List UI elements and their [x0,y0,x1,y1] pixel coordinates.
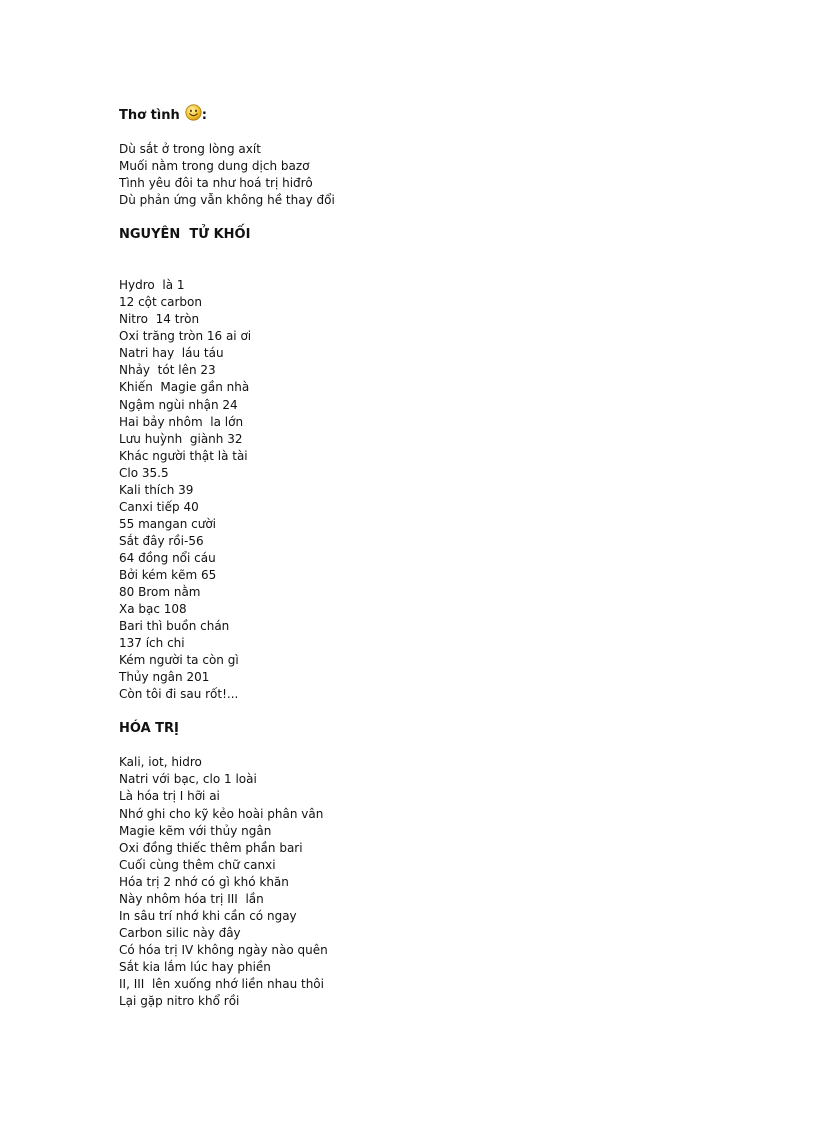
verse-line: Canxi tiếp 40 [119,499,199,514]
verse-line: II, III lên xuống nhớ liền nhau thôi [119,976,324,991]
verse-line: Có hóa trị IV không ngày nào quên [119,942,328,957]
verse-line: Clo 35.5 [119,465,169,480]
verse-line: Lại gặp nitro khổ rồi [119,994,240,1009]
poem-stanza [119,141,779,209]
verse-line: Hai bảy nhôm la lớn [119,414,244,429]
verse-line: Natri với bạc, clo 1 loài [119,772,257,787]
verse-line: Oxi trăng tròn 16 ai ơi [119,329,252,344]
verse-line: Bởi kém kẽm 65 [119,567,217,582]
smiley-icon [185,104,202,121]
poem-title-row [119,100,779,124]
poem-title-colon: : [201,108,207,123]
verse-line: Kali thích 39 [119,482,194,497]
verse-line: Là hóa trị I hỡi ai [119,789,220,804]
verse-line: Sắt đây rồi-56 [119,533,204,548]
verse-line: Lưu huỳnh giành 32 [119,431,243,446]
verse-line: Kali, iot, hidro [119,755,202,770]
valence-verse [119,754,779,1010]
verse-line: Oxi đồng thiếc thêm phần bari [119,840,303,855]
verse-line: Khác người thật là tài [119,448,248,463]
verse-line: Magie kẽm với thủy ngân [119,823,272,838]
poem-title: Thơ tình [119,108,180,123]
verse-line: 137 ích chi [119,636,185,651]
section-heading-wrap [119,720,779,737]
verse-line: Carbon silic này đây [119,925,241,940]
poem-line: Muối nằm trong dung dịch bazơ [119,159,310,174]
verse-line: Ngậm ngùi nhận 24 [119,397,238,412]
section-heading-valence: HÓA TRỊ [119,721,179,737]
verse-line: Natri hay láu táu [119,346,224,361]
verse-line: Xa bạc 108 [119,602,187,617]
verse-line: Còn tôi đi sau rốt!... [119,687,239,702]
document-page [119,100,779,1010]
verse-line: Thủy ngân 201 [119,670,210,685]
verse-line: Khiến Magie gần nhà [119,380,250,395]
verse-line: Nhảy tót lên 23 [119,363,216,378]
atomic-mass-verse [119,277,779,703]
verse-line: Hydro là 1 [119,278,185,293]
verse-line: Nitro 14 tròn [119,312,200,327]
verse-line: Hóa trị 2 nhớ có gì khó khăn [119,874,289,889]
verse-line: Bari thì buồn chán [119,619,230,634]
verse-line: Này nhôm hóa trị III lần [119,891,264,906]
verse-line: 64 đồng nổi cáu [119,550,216,565]
poem-line: Dù phản ứng vẫn không hề thay đổi [119,193,335,208]
section-heading-atomic-mass: NGUYÊN TỬ KHỐI [119,227,251,243]
verse-line: 80 Brom nằm [119,585,201,600]
verse-line: 12 cột carbon [119,295,202,310]
verse-line: Cuối cùng thêm chữ canxi [119,857,276,872]
poem-line: Dù sắt ở trong lòng axít [119,142,261,156]
verse-line: In sâu trí nhớ khi cần có ngay [119,908,297,923]
verse-line: 55 mangan cười [119,516,217,531]
verse-line: Kém người ta còn gì [119,653,239,668]
verse-line: Nhớ ghi cho kỹ kẻo hoài phân vân [119,806,324,821]
verse-line: Sắt kia lắm lúc hay phiền [119,959,271,974]
poem-line: Tình yêu đôi ta như hoá trị hiđrô [119,176,313,191]
